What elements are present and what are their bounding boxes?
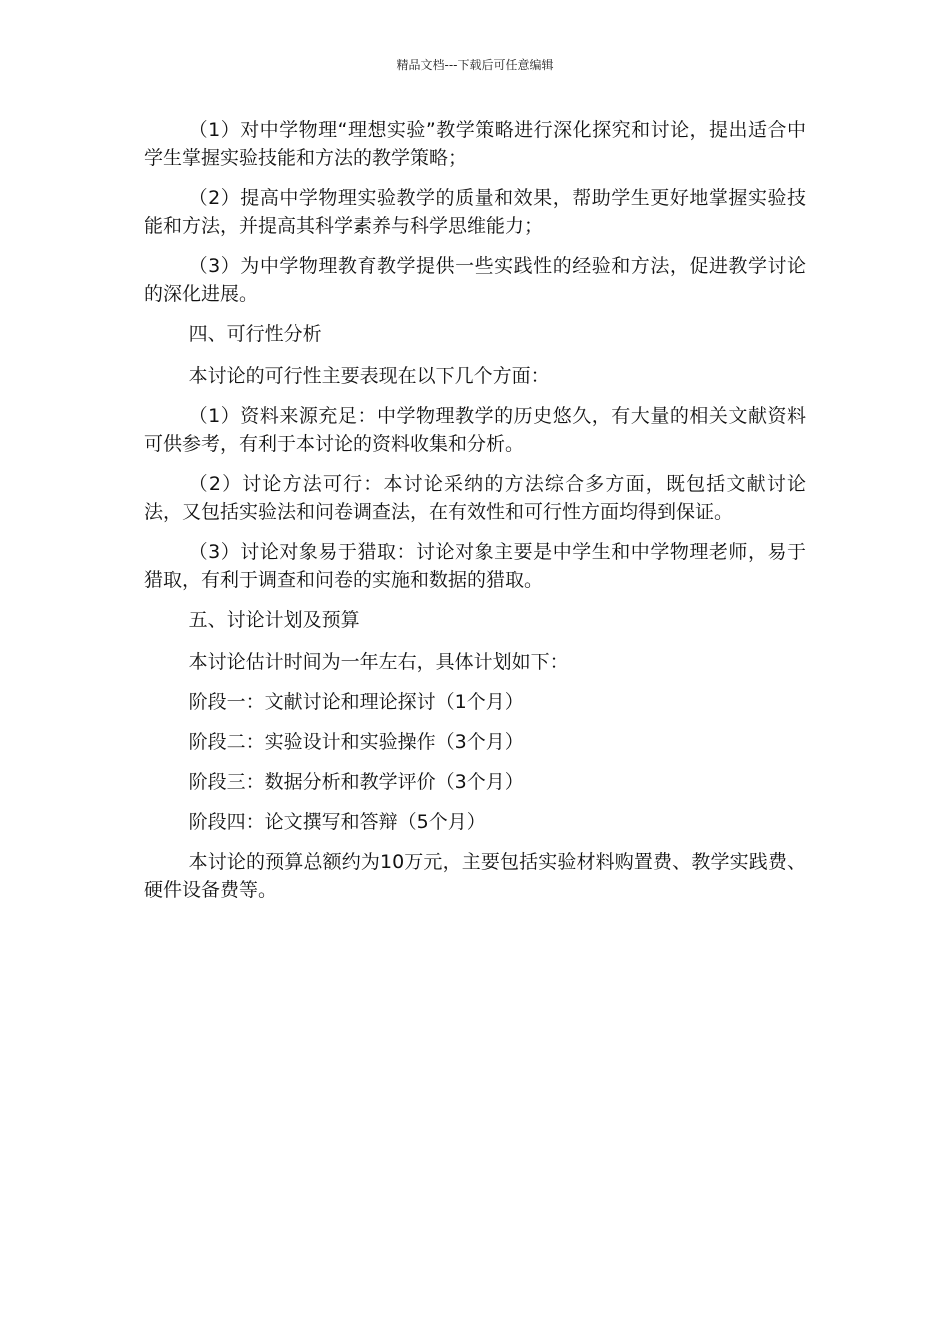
feasibility-paragraph-2: （2）讨论方法可行：本讨论采纳的方法综合多方面，既包括文献讨论法，又包括实验法和问卷调查法，在有效性和可行性方面均得到保证。: [144, 473, 806, 523]
page-header: 精品文档---下载后可任意编辑: [396, 58, 554, 72]
budget-paragraph: 本讨论的预算总额约为10万元，主要包括实验材料购置费、教学实践费、硬件设备费等。: [144, 851, 806, 901]
objective-paragraph-2: （2）提高中学物理实验教学的质量和效果，帮助学生更好地掌握实验技能和方法，并提高其科学素养与科学思维能力；: [144, 187, 806, 237]
plan-stage-4: 阶段四：论文撰写和答辩（5个月）: [188, 811, 486, 833]
plan-stage-2: 阶段二：实验设计和实验操作（3个月）: [188, 731, 524, 753]
plan-intro: 本讨论估计时间为一年左右，具体计划如下：: [188, 651, 569, 673]
section-heading-plan-budget: 五、讨论计划及预算: [188, 609, 360, 631]
feasibility-intro: 本讨论的可行性主要表现在以下几个方面：: [188, 365, 550, 387]
section-heading-feasibility: 四、可行性分析: [188, 323, 322, 345]
plan-stage-3: 阶段三：数据分析和教学评价（3个月）: [188, 771, 524, 793]
objective-paragraph-3: （3）为中学物理教育教学提供一些实践性的经验和方法，促进教学讨论的深化进展。: [144, 255, 806, 305]
document-body: [144, 116, 806, 904]
feasibility-paragraph-1: （1）资料来源充足：中学物理教学的历史悠久，有大量的相关文献资料可供参考，有利于本讨论的资料收集和分析。: [144, 405, 806, 455]
objective-paragraph-1: （1）对中学物理“理想实验”教学策略进行深化探究和讨论，提出适合中学生掌握实验技能和方法的教学策略；: [144, 119, 806, 169]
feasibility-paragraph-3: （3）讨论对象易于猎取：讨论对象主要是中学生和中学物理老师，易于猎取，有利于调查和问卷的实施和数据的猎取。: [144, 541, 806, 591]
plan-stage-1: 阶段一：文献讨论和理论探讨（1个月）: [188, 691, 524, 713]
